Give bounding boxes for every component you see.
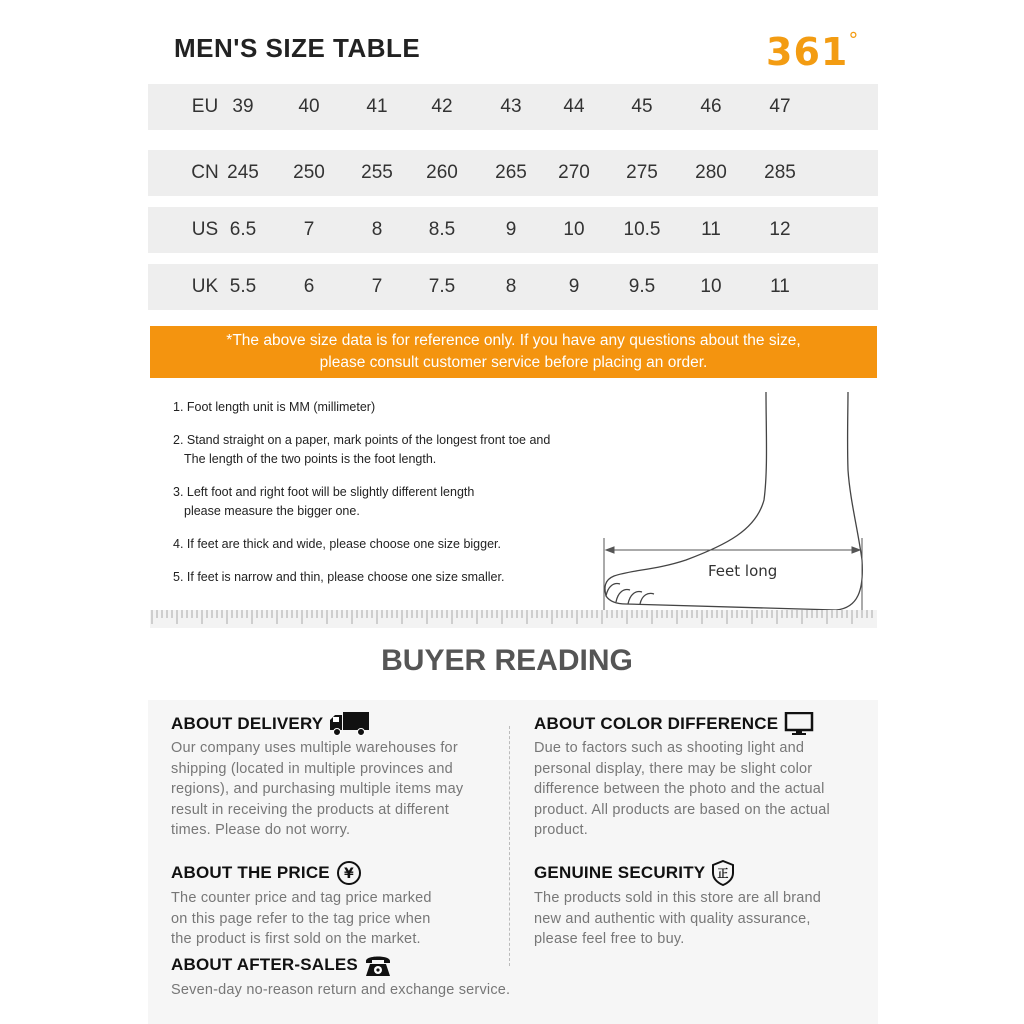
size-cell: 260 [426,162,458,183]
size-row-label: CN [191,162,219,183]
size-row-eu [148,84,878,130]
color-difference-heading: ABOUT COLOR DIFFERENCE [534,712,830,736]
truck-icon [329,712,369,736]
delivery-text: Our company uses multiple warehouses for shipping (located in multiple provinces and regions), and purchasing multiple items may result in receiving the products at different times. Please do not worry. [171,740,464,838]
step-item: 3. Left foot and right foot will be slightly different length please measure the bigger one. [173,485,475,518]
size-cell: 250 [293,162,325,183]
delivery-heading: ABOUT DELIVERY [171,712,463,736]
notice-line-1: *The above size data is for reference only. If you have any questions about the size, [226,332,801,349]
size-cell: 45 [631,96,653,117]
size-cell: 6.5 [229,219,257,240]
feet-long-label: Feet long [708,562,778,580]
size-cell: 11 [770,276,790,297]
price-section [171,860,432,950]
brand-logo [766,28,859,74]
brand-name: 361 [766,30,849,74]
notice-line-2: please consult customer service before placing an order. [319,354,708,371]
delivery-section [171,712,463,841]
size-cell: 42 [431,96,453,117]
size-cell: 8.5 [428,219,456,240]
after-sales-section [171,952,510,1001]
size-cell: 8 [371,219,383,240]
ruler-strip [150,610,877,628]
genuine-security-section [534,860,821,950]
size-row-uk [148,264,878,310]
foot-length-diagram [596,390,876,620]
size-row-us [148,207,878,253]
size-cell: 12 [769,219,791,240]
monitor-icon [784,712,814,736]
size-cell: 40 [298,96,320,117]
size-row-cn [148,150,878,196]
yen-icon [336,860,362,886]
size-cell: 39 [232,96,254,117]
size-cell: 285 [764,162,796,183]
price-heading: ABOUT THE PRICE ¥ [171,860,432,886]
svg-text:¥: ¥ [343,866,354,882]
size-cell: 7 [371,276,383,297]
size-cell: 270 [558,162,590,183]
size-cell: 9 [505,219,517,240]
size-cell: 10.5 [623,219,661,240]
telephone-icon [364,952,392,978]
genuine-security-heading: GENUINE SECURITY 正 [534,860,821,886]
size-cell: 46 [700,96,722,117]
size-cell: 7 [303,219,315,240]
size-cell: 280 [695,162,727,183]
step-item: 4. If feet are thick and wide, please choose one size bigger. [173,537,501,551]
after-sales-text: Seven-day no-reason return and exchange service. [171,982,511,998]
size-cell: 11 [701,219,721,240]
size-cell: 10 [700,276,722,297]
step-item: 2. Stand straight on a paper, mark points of the longest front toe and The length of the two points is the foot length. [173,433,551,466]
page-title: MEN'S SIZE TABLE [174,33,421,63]
size-row-label: US [191,219,219,240]
size-cell: 265 [495,162,527,183]
size-cell: 10 [563,219,585,240]
size-notice-banner [150,326,877,378]
size-row-label: EU [191,96,219,117]
buyer-reading-title: BUYER READING [381,644,633,677]
step-item: 1. Foot length unit is MM (millimeter) [173,400,376,414]
size-cell: 43 [500,96,522,117]
size-cell: 245 [227,162,259,183]
size-cell: 275 [626,162,658,183]
size-cell: 47 [769,96,791,117]
color-difference-text: Due to factors such as shooting light and personal display, there may be slight color difference between the photo and the actual product. All products are based on the actual product. [534,740,830,838]
size-cell: 255 [361,162,393,183]
size-cell: 44 [563,96,585,117]
svg-text:正: 正 [717,867,729,880]
size-cell: 8 [505,276,517,297]
measurement-steps [173,398,550,601]
size-cell: 9.5 [628,276,656,297]
color-difference-section [534,712,830,841]
size-cell: 41 [366,96,388,117]
size-cell: 7.5 [428,276,456,297]
size-cell: 9 [568,276,580,297]
genuine-security-text: The products sold in this store are all brand new and authentic with quality assurance, please feel free to buy. [534,890,822,947]
after-sales-heading: ABOUT AFTER-SALES [171,952,510,978]
size-cell: 6 [303,276,315,297]
column-divider [509,726,510,966]
brand-degree: ° [848,28,860,52]
size-cell: 5.5 [229,276,257,297]
step-item: 5. If feet is narrow and thin, please choose one size smaller. [173,570,505,584]
price-text: The counter price and tag price marked on this page refer to the tag price when the product is first sold on the market. [171,890,432,947]
shield-icon [711,860,735,886]
size-row-label: UK [191,276,219,297]
